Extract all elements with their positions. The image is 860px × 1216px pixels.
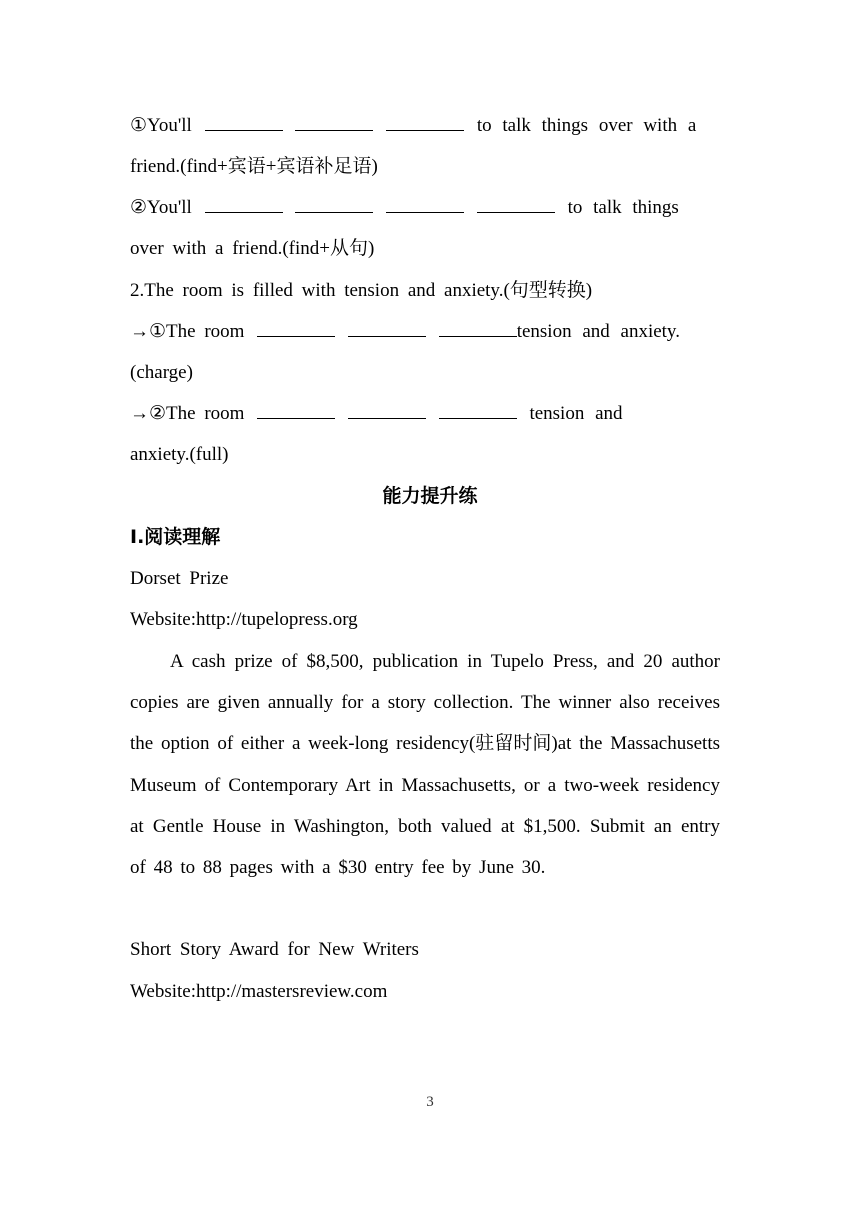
exercise-text: →①The room: [130, 321, 245, 342]
exercise-text: ②You'll: [130, 197, 192, 218]
exercise-line-7: (charge): [130, 362, 193, 383]
exercise-text: to talk things: [567, 197, 679, 218]
exercise-text: tension and anxiety.: [516, 321, 680, 342]
reading-title-dorset: Dorset Prize: [130, 568, 229, 589]
reading-website-2[interactable]: Website:http://mastersreview.com: [130, 981, 388, 1002]
answer-blank[interactable]: [348, 320, 426, 337]
answer-blank[interactable]: [386, 114, 464, 131]
section-heading: 能力提升练: [382, 485, 478, 507]
exercise-line-8: [130, 402, 623, 426]
answer-blank[interactable]: [348, 402, 426, 419]
answer-blank[interactable]: [295, 196, 373, 213]
answer-blank[interactable]: [205, 114, 283, 131]
answer-blank[interactable]: [477, 196, 555, 213]
exercise-line-2: friend.(find+宾语+宾语补足语): [130, 156, 378, 177]
answer-blank[interactable]: [257, 320, 335, 337]
reading-website-1[interactable]: Website:http://tupelopress.org: [130, 609, 358, 630]
exercise-text: to talk things over with a: [476, 115, 697, 136]
reading-title-short-story: Short Story Award for New Writers: [130, 939, 419, 960]
answer-blank[interactable]: [257, 402, 335, 419]
exercise-line-1: [130, 114, 696, 138]
reading-paragraph-1: [130, 641, 720, 888]
exercise-line-3: [130, 196, 679, 220]
exercise-line-4: over with a friend.(find+从句): [130, 238, 375, 259]
exercise-text: →②The room: [130, 403, 245, 424]
exercise-text: ①You'll: [130, 115, 192, 136]
reading-section-label: Ⅰ.阅读理解: [130, 526, 221, 548]
answer-blank[interactable]: [295, 114, 373, 131]
exercise-line-5: 2.The room is filled with tension and anxiety.(句型转换): [130, 280, 593, 301]
paragraph-text: A cash prize of $8,500, publication in Tupelo Press, and 20 author copies are given annually for a story collection. The winner also receives the option of either a week-long residency(驻留时间)at the Massachusetts Museum of Contemporary Art in Massachusetts, or a two-week residency at Gentle House in Washington, both valued at $1,500. Submit an entry of 48 to 88 pages with a $30 entry fee by June 30.: [130, 651, 720, 879]
exercise-line-6: [130, 320, 680, 344]
answer-blank[interactable]: [386, 196, 464, 213]
answer-blank[interactable]: [205, 196, 283, 213]
page-number: 3: [426, 1094, 434, 1110]
exercise-line-9: anxiety.(full): [130, 444, 229, 465]
exercise-text: tension and: [529, 403, 623, 424]
answer-blank[interactable]: [439, 320, 517, 337]
answer-blank[interactable]: [439, 402, 517, 419]
